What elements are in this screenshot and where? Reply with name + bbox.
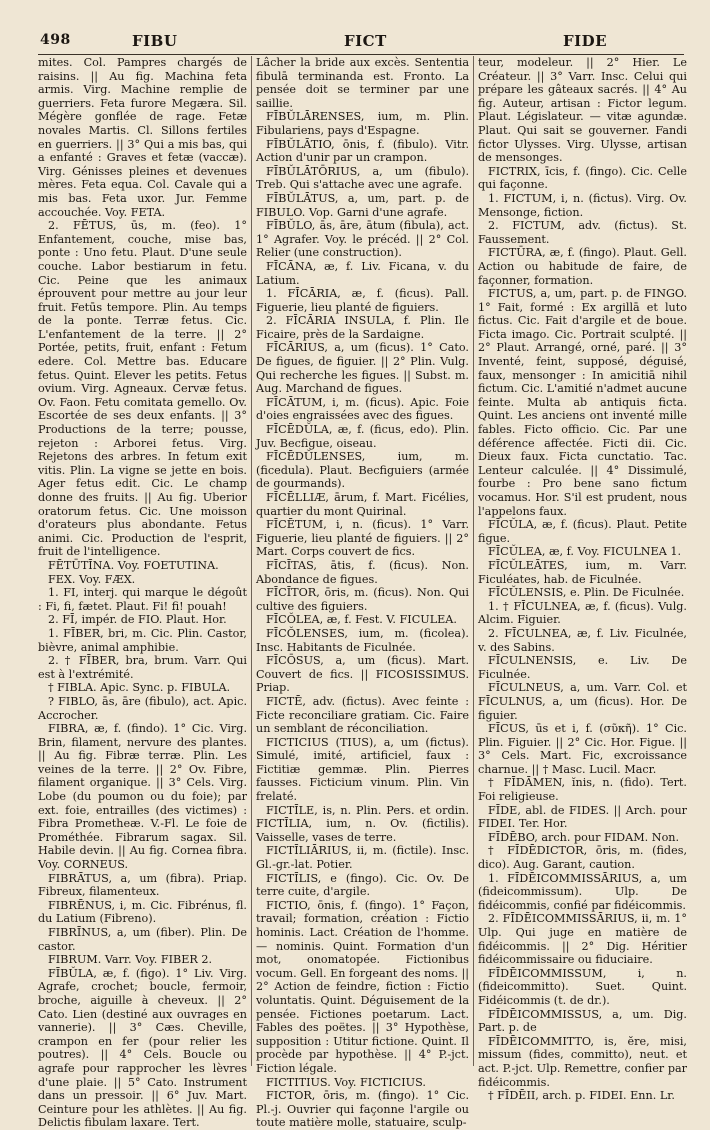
dictionary-entry: † FĪDĀMEN, ĭnis, n. (fido). Tert. Foi religieuse. <box>478 776 687 804</box>
dictionary-entry: FICTĪLIĀRIUS, ii, m. (fictile). Insc. Gl.-gr.-lat. Potier. <box>256 844 469 872</box>
dictionary-entry: 1. FĪCĀRIA, æ, f. (ficus). Pall. Figuerie, lieu planté de figuiers. <box>256 287 469 314</box>
dictionary-entry: 2. FĪ, impér. de FIO. Plaut. Hor. <box>48 613 227 627</box>
dictionary-entry: Lâcher la bride aux excès. Sententia fibulā terminanda est. Fronto. La pensée doit se terminer par une saillie. <box>256 56 469 110</box>
column-left <box>38 56 247 1130</box>
header-rule <box>38 54 684 55</box>
dictionary-entry: FĪCŬLEA, æ, f. Voy. FICULNEA 1. <box>488 545 682 559</box>
dictionary-entry: FICTIO, ōnis, f. (fingo). 1° Façon, travail; formation, création : Fictio hominis. Lact. Création de l'homme. — nominis. Quint. Formation d'un mot, onomatopée. Fictionibus vocum. Gell. En forgeant des noms. || 2° Action de feindre, fiction : Fictio voluntatis. Quint. Déguisement de la pensée. Fictiones poetarum. Lact. Fables des poëtes. || 3° Hypothèse, supposition : Utitur fictione. Quint. Il procède par hypothèse. || 4° P.-jct. Fiction légale. <box>256 898 469 1075</box>
dictionary-entry: FĪCĀTUM, i, m. (ficus). Apic. Foie d'oies engraissées avec des figues. <box>256 395 469 423</box>
dictionary-entry: teur, modeleur. || 2° Hier. Le Créateur. || 3° Varr. Insc. Celui qui prépare les gâteaux sacrés. || 4° Au fig. Auteur, artisan : Fictor legum. Plaut. Législateur. — vitæ agundæ. Plaut. Qui sait se gouverner. Fandi fictor Ulysses. Virg. Ulysse, artisan de mensonges. <box>478 56 687 165</box>
dictionary-entry: 2. FĪCULNEA, æ, f. Liv. Ficulnée, v. des Sabins. <box>478 626 687 654</box>
dictionary-entry: FĪDE, abl. de FIDES. || Arch. pour FIDEI. Ter. Hor. <box>478 803 687 831</box>
dictionary-entry: FĪDĒICOMMITTO, is, ĕre, misi, missum (fides, committo), neut. et act. P.-jct. Ulp. Remettre, confier par fidéicommis. <box>478 1034 687 1089</box>
dictionary-entry: FĪCŎLENSES, ium, m. (ficolea). Insc. Habitants de Ficulnée. <box>256 626 469 654</box>
dictionary-entry: FICTRIX, īcis, f. (fingo). Cic. Celle qui façonne. <box>478 164 687 192</box>
dictionary-entry: FĪCULNEUS, a, um. Varr. Col. et FĪCULNUS, a, um (ficus). Hor. De figuier. <box>478 681 687 722</box>
dictionary-entry: FICTITIUS. Voy. FICTICIUS. <box>266 1075 426 1089</box>
dictionary-entry: FĪCĀRIUS, a, um (ficus). 1° Cato. De figues, de figuier. || 2° Plin. Vulg. Qui recherche les figues. || Subst. m. Aug. Marchand de figues. <box>256 341 469 396</box>
dictionary-entry: FICTĪLE, is, n. Plin. Pers. et ordin. FICTĪLIA, ium, n. Ov. (fictilis). Vaisselle, vases de terre. <box>256 803 469 844</box>
dictionary-entry: 2. FICTUM, adv. (fictus). St. Faussement. <box>478 219 687 246</box>
dictionary-entry: † FIBLA. Apic. Sync. p. FIBULA. <box>48 681 231 695</box>
dictionary-entry: FĪCĒDŬLA, æ, f. (ficus, edo). Plin. Juv. Becfigue, oiseau. <box>256 423 469 450</box>
column-divider <box>251 56 252 1066</box>
dictionary-entry: 2. FĒTUS, ūs, m. (feo). 1° Enfantement, couche, mise bas, ponte : Uno fetu. Plaut. D'une seule couche. Labor bestiarum in fetu. Cic. Peine que les animaux éprouvent pour mettre au jour leur fruit. Fetūs tempore. Plin. Au temps de la ponte. Terræ fetus. Cic. L'enfantement de la terre. || 2° Portée, petits, fruit, enfant : Fetum edere. Col. Mettre bas. Educare fetus. Quint. Elever les petits. Fetus ovium. Virg. Agneaux. Cervæ fetus. Ov. Faon. Fetu comitata gemello. Ov. Escortée de ses deux enfants. || 3° Productions de la terre; pousse, rejeton : Arborei fetus. Virg. Rejetons des arbres. In fetum exit vitis. Plin. La vigne se jette en bois. Ager fetus edit. Cic. Le champ donne des fruits. || Au fig. Uberior oratorum fetus. Cic. Une moisson d'orateurs plus abondante. Fetus animi. Cic. Production de l'esprit, fruit de l'intelligence. <box>38 219 247 559</box>
dictionary-entry: † FĪDĒII, arch. p. FIDEI. Enn. Lr. <box>488 1089 675 1103</box>
dictionary-entry: 2. FĪDĒICOMMISSĀRIUS, ii, m. 1° Ulp. Qui juge en matière de fidéicommis. || 2° Dig. Héritier fidéicommissaire ou fiduciaire. <box>478 912 687 967</box>
dictionary-entry: FĪCŬLA, æ, f. (ficus). Plaut. Petite figue. <box>478 518 687 545</box>
dictionary-entry: 2. FĪCĀRIA INSULA, f. Plin. Ile Ficaire, près de la Sardaigne. <box>256 314 469 341</box>
dictionary-entry: FICTĪLIS, e (fingo). Cic. Ov. De terre cuite, d'argile. <box>256 871 469 899</box>
running-head-left: FIBU <box>132 32 178 50</box>
dictionary-entry: 1. FI, interj. qui marque le dégoût : Fi, fi, fætet. Plaut. Fi! fi! pouah! <box>38 586 247 613</box>
dictionary-entry: FICTUS, a, um, part. p. de FINGO. 1° Fait, formé : Ex argillā et luto fictus. Cic. Fait d'argile et de boue. Ficta imago. Cic. Portrait sculpté. || 2° Plaut. Arrangé, orné, paré. || 3° Inventé, feint, supposé, déguisé, faux, mensonger : In amicitiā nihil fictum. Cic. L'amitié n'admet aucune feinte. Multa ab antiquis ficta. Quint. Les anciens ont inventé mille fables. Ficto officio. Cic. Par une déférence affectée. Ficti dii. Cic. Dieux faux. Ficta cunctatio. Tac. Lenteur calculée. || 4° Dissimulé, fourbe : Pro bene sano fictum vocamus. Hor. S'il est prudent, nous l'appelons faux. <box>478 287 687 518</box>
dictionary-entry: FĪDĒICOMMISSUM, i, n. (fideicommitto). Suet. Quint. Fidéicommis (t. de dr.). <box>478 966 687 1007</box>
dictionary-entry: FICTICIUS (TIUS), a, um (fictus). Simulé, imité, artificiel, faux : Fictitiæ gemmæ. Plin. Pierres fausses. Ficticium vinum. Plin. Vin frelaté. <box>256 735 469 804</box>
dictionary-entry: 1. FĪDĒICOMMISSĀRIUS, a, um (fideicommissum). Ulp. De fidéicommis, confié par fidéicommis. <box>478 871 687 912</box>
dictionary-entry: FĪCULNENSIS, e. Liv. De Ficulnée. <box>478 654 687 681</box>
dictionary-entry: FĪBŬLĀTIO, ōnis, f. (fibulo). Vitr. Action d'unir par un crampon. <box>256 137 469 165</box>
dictionary-entry: FIBRĪNUS, a, um (fiber). Plin. De castor. <box>38 926 247 953</box>
dictionary-entry: 1. † FĪCULNEA, æ, f. (ficus). Vulg. Alcim. Figuier. <box>478 599 687 627</box>
dictionary-entry: 2. † FĪBER, bra, brum. Varr. Qui est à l'extrémité. <box>38 654 247 681</box>
dictionary-entry: † FĪDĒDICTOR, ōris, m. (fides, dico). Aug. Garant, caution. <box>478 844 687 872</box>
dictionary-entry: 1. FICTUM, i, n. (fictus). Virg. Ov. Mensonge, fiction. <box>478 191 687 219</box>
dictionary-entry: FICTOR, ōris, m. (fingo). 1° Cic. Pl.-j. Ouvrier qui façonne l'argile ou toute matière molle, statuaire, sculp- <box>256 1089 469 1130</box>
dictionary-entry: FĪDĒICOMMISSUS, a, um. Dig. Part. p. de <box>478 1007 687 1035</box>
dictionary-entry: FĪDĒBO, arch. pour FIDAM. Non. <box>488 830 680 844</box>
column-divider <box>473 56 474 1066</box>
column-right <box>478 56 687 1103</box>
dictionary-entry: FIBRĀTUS, a, um (fibra). Priap. Fibreux, filamenteux. <box>38 871 247 899</box>
dictionary-entry: FĪCŌSUS, a, um (ficus). Mart. Couvert de fics. || FICOSISSIMUS. Priap. <box>256 654 469 695</box>
dictionary-entry: FĪCUS, ūs et i, f. (σῦκῆ). 1° Cic. Plin. Figuier. || 2° Cic. Hor. Figue. || 3° Cels. Mart. Fic, excroissance charnue. || † Masc. Lucil. Macr. <box>478 722 687 776</box>
dictionary-entry: FĪCĀNA, æ, f. Liv. Ficana, v. du Latium. <box>256 259 469 287</box>
dictionary-entry: FĪCĒDŬLENSES, ium, m. (ficedula). Plaut. Becfiguiers (armée de gourmands). <box>256 450 469 491</box>
dictionary-entry: FICTŪRA, æ, f. (fingo). Plaut. Gell. Action ou habitude de faire, de façonner, formation. <box>478 246 687 287</box>
dictionary-entry: FĪBŬLA, æ, f. (figo). 1° Liv. Virg. Agrafe, crochet; boucle, fermoir, broche, aiguille à cheveux. || 2° Cato. Lien (destiné aux ouvrages en vannerie). || 3° Cæs. Cheville, crampon en fer (pour relier les poutres). || 4° Cels. Boucle ou agrafe pour rapprocher les lèvres d'une plaie. || 5° Cato. Instrument dans un pressoir. || 6° Juv. Mart. Ceinture pour les athlètes. || Au fig. Delictis fibulam laxare. Tert. <box>38 966 247 1130</box>
dictionary-entry: FĪBŬLĀTŌRIUS, a, um (fibulo). Treb. Qui s'attache avec une agrafe. <box>256 164 469 192</box>
running-head-right: FIDE <box>563 32 608 50</box>
dictionary-entry: FĪBŬLO, ās, āre, ātum (fibula), act. 1° Agrafer. Voy. le précéd. || 2° Col. Relier (une construction). <box>256 219 469 260</box>
dictionary-entry: FĪCŬLENSIS, e. Plin. De Ficulnée. <box>488 586 685 600</box>
dictionary-entry: FĪCĒLLIÆ, ārum, f. Mart. Ficélies, quartier du mont Quirinal. <box>256 491 469 518</box>
dictionary-entry: FĪCŎLEA, æ, f. Fest. V. FICULEA. <box>266 613 457 627</box>
dictionary-entry: FIBRĒNUS, i, m. Cic. Fibrénus, fl. du Latium (Fibreno). <box>38 898 247 926</box>
page-number: 498 <box>40 32 71 48</box>
dictionary-entry: ? FIBLO, ās, āre (fibulo), act. Apic. Accrocher. <box>38 694 247 722</box>
dictionary-entry: FĪCĪTAS, ātis, f. (ficus). Non. Abondance de figues. <box>256 558 469 586</box>
dictionary-entry: FICTĒ, adv. (fictus). Avec feinte : Ficte reconciliare gratiam. Cic. Faire un semblant de réconciliation. <box>256 694 469 736</box>
dictionary-entry: FĪCŬLEĀTES, ium, m. Varr. Ficuléates, hab. de Ficulnée. <box>478 558 687 586</box>
running-head-center: FICT <box>344 32 387 50</box>
dictionary-entry: 1. FĪBER, bri, m. Cic. Plin. Castor, bièvre, animal amphibie. <box>38 626 247 654</box>
column-center <box>256 56 469 1130</box>
dictionary-entry: FĒTŪTĪNA. Voy. FOETUTINA. <box>48 558 219 572</box>
dictionary-entry: FĪBŬLĀRENSES, ium, m. Plin. Fibulariens, pays d'Espagne. <box>256 110 469 137</box>
dictionary-entry: FIBRA, æ, f. (findo). 1° Cic. Virg. Brin, filament, nervure des plantes. || Au fig. Fibræ terræ. Plin. Les veines de la terre. || 2° Ov. Fibre, filament organique. || 3° Cels. Virg. Lobe (du poumon ou du foie); par ext. foie, entrailles (des victimes) : Fibra Prometheæ. V.-Fl. Le foie de Prométhée. Fibrarum sagax. Sil. Habile devin. || Au fig. Cornea fibra. Voy. CORNEUS. <box>38 722 247 872</box>
dictionary-entry: mites. Col. Pampres chargés de raisins. || Au fig. Machina feta armis. Virg. Machine remplie de guerriers. Feta furore Megæra. Sil. Mégère gonflée de rage. Fetæ novales Martis. Cl. Sillons fertiles en guerriers. || 3° Qui a mis bas, qui a enfanté : Graves et fetæ (vaccæ). Virg. Génisses pleines et devenues mères. Feta equa. Col. Cavale qui a mis bas. Feta uxor. Jur. Femme accouchée. Voy. FETA. <box>38 56 247 219</box>
dictionary-entry: FIBRUM. Varr. Voy. FIBER 2. <box>48 953 213 967</box>
dictionary-entry: FĪCĪTOR, ōris, m. (ficus). Non. Qui cultive des figuiers. <box>256 586 469 613</box>
dictionary-entry: FĪCĒTUM, i, n. (ficus). 1° Varr. Figuerie, lieu planté de figuiers. || 2° Mart. Corps couvert de fics. <box>256 518 469 559</box>
dictionary-entry: FEX. Voy. FÆX. <box>48 572 136 586</box>
dictionary-entry: FĪBŬLĀTUS, a, um, part. p. de FIBULO. Vop. Garni d'une agrafe. <box>256 191 469 219</box>
